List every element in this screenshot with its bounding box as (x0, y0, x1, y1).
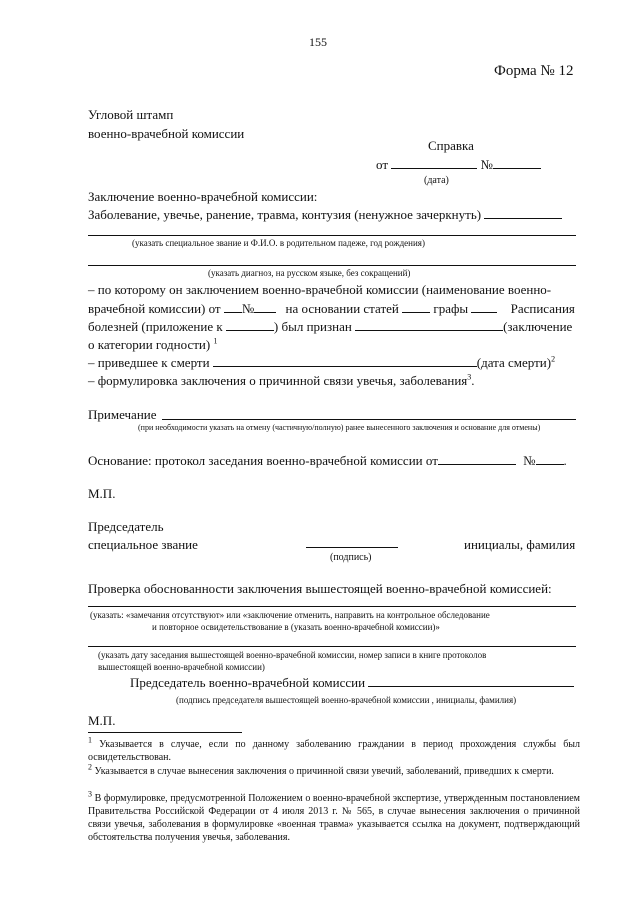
review-line1[interactable] (88, 606, 576, 607)
from-label: от (376, 157, 389, 172)
certificate-date-field[interactable] (376, 157, 541, 173)
diagnosis-line[interactable] (88, 265, 576, 266)
conclusion-line3: болезней (приложение к ) был признан (заключение (88, 319, 573, 334)
disease-blank[interactable] (484, 208, 562, 219)
basis-line: Основание: протокол заседания военно-врачебной комиссии от № . (88, 453, 567, 468)
appendix-blank[interactable] (226, 320, 274, 331)
note-caption: (при необходимости указать на отмену (частичную/полную) ранее вынесенного заключения и основание для отмены) (138, 423, 541, 432)
seal-2: М.П. (88, 713, 116, 728)
note-label: Примечание (88, 407, 157, 422)
signature-caption: (подпись) (330, 552, 372, 563)
review-caption2-l2: вышестоящей военно-врачебной комиссии) (98, 662, 265, 672)
rank-caption: (указать специальное звание и Ф.И.О. в родительном падеже, год рождения) (132, 238, 425, 248)
chairman-initials: инициалы, фамилия (464, 537, 576, 552)
conclusion-line6: – формулировка заключения о причинной связи увечья, заболевания$^3$. (88, 372, 475, 388)
death-blank[interactable] (213, 356, 477, 367)
footnote-1: $^1$ Указывается в случае, если по данному заболеванию граждании в период прохождения службы был освидетельствован. (88, 735, 580, 763)
review-chairman: Председатель военно-врачебной комиссии (130, 675, 574, 691)
conclusion-line2: врачебной комиссии) от № на основании статей графы Расписания (88, 301, 575, 316)
review-caption1-l1: (указать: «замечания отсутствуют» или «заключение отменить, направить на контрольное обследование (90, 610, 490, 620)
disease-line[interactable]: Заболевание, увечье, ранение, травма, контузия (ненужное зачеркнуть) (88, 207, 562, 223)
review-chairman-blank[interactable] (368, 676, 574, 687)
stamp-line2: военно-врачебной комиссии (88, 126, 245, 141)
footnote-3: $^3$ В формулировке, предусмотренной Положением о военно-врачебной экспертизе, утвержденным постановлением Правительства Российской Федерации от 4 июля 2013 г. № 565, в случае вынесения заключения о причинной связи увечья, заболевания в формулировке «военная травма» указывается ссылка на документ, подтверждающий обстоятельства получения увечья, заболевания. (88, 789, 580, 843)
review-caption1-l2: и повторное освидетельствование в (указать военно-врачебной комиссии)» (152, 622, 440, 632)
basis-date-blank[interactable] (438, 454, 516, 465)
conclusion-line4: о категории годности) $^1$ (88, 336, 218, 352)
vvk-number-blank[interactable] (254, 302, 276, 313)
articles-blank[interactable] (402, 302, 430, 313)
footnote-2: $^2$ Указывается в случае вынесения заключения о причинной связи увечий, заболеваний, приведших к смерти. (88, 762, 554, 777)
number-blank[interactable] (493, 158, 541, 169)
recognized-blank[interactable] (355, 320, 503, 331)
date-caption: (дата) (424, 175, 449, 186)
basis-number-blank[interactable] (536, 454, 564, 465)
review-caption2-l1: (указать дату заседания вышестоящей военно-врачебной комиссии, номер записи в книге протоколов (98, 650, 487, 660)
form-number: Форма № 12 (494, 63, 574, 79)
diagnosis-caption: (указать диагноз, на русском языке, без сокращений) (208, 268, 411, 278)
signature-line[interactable] (306, 547, 398, 548)
review-line2[interactable] (88, 646, 576, 647)
conclusion-line5: – приведшее к смерти (дата смерти)$^2$ (88, 354, 556, 370)
conclusion-line1: – по которому он заключением военно-врачебной комиссии (наименование военно- (88, 282, 552, 297)
review-chairman-caption: (подпись председателя вышестоящей военно-врачебной комиссии , инициалы, фамилия) (176, 695, 517, 705)
page-number: 155 (309, 35, 327, 49)
column-blank[interactable] (471, 302, 497, 313)
date-blank[interactable] (391, 158, 477, 169)
footnote-divider (88, 732, 242, 733)
chairman-rank: специальное звание (88, 537, 198, 552)
vvk-date-blank[interactable] (224, 302, 242, 313)
review-heading: Проверка обоснованности заключения вышестоящей военно-врачебной комиссией: (88, 581, 552, 596)
number-sign: № (480, 157, 493, 172)
stamp-line1: Угловой штамп (88, 107, 174, 122)
rank-line[interactable] (88, 235, 576, 236)
chairman-title: Председатель (88, 519, 164, 534)
conclusion-heading: Заключение военно-врачебной комиссии: (88, 189, 318, 204)
note-line[interactable] (162, 419, 576, 420)
seal-1: М.П. (88, 486, 116, 501)
certificate-title: Справка (428, 138, 474, 153)
